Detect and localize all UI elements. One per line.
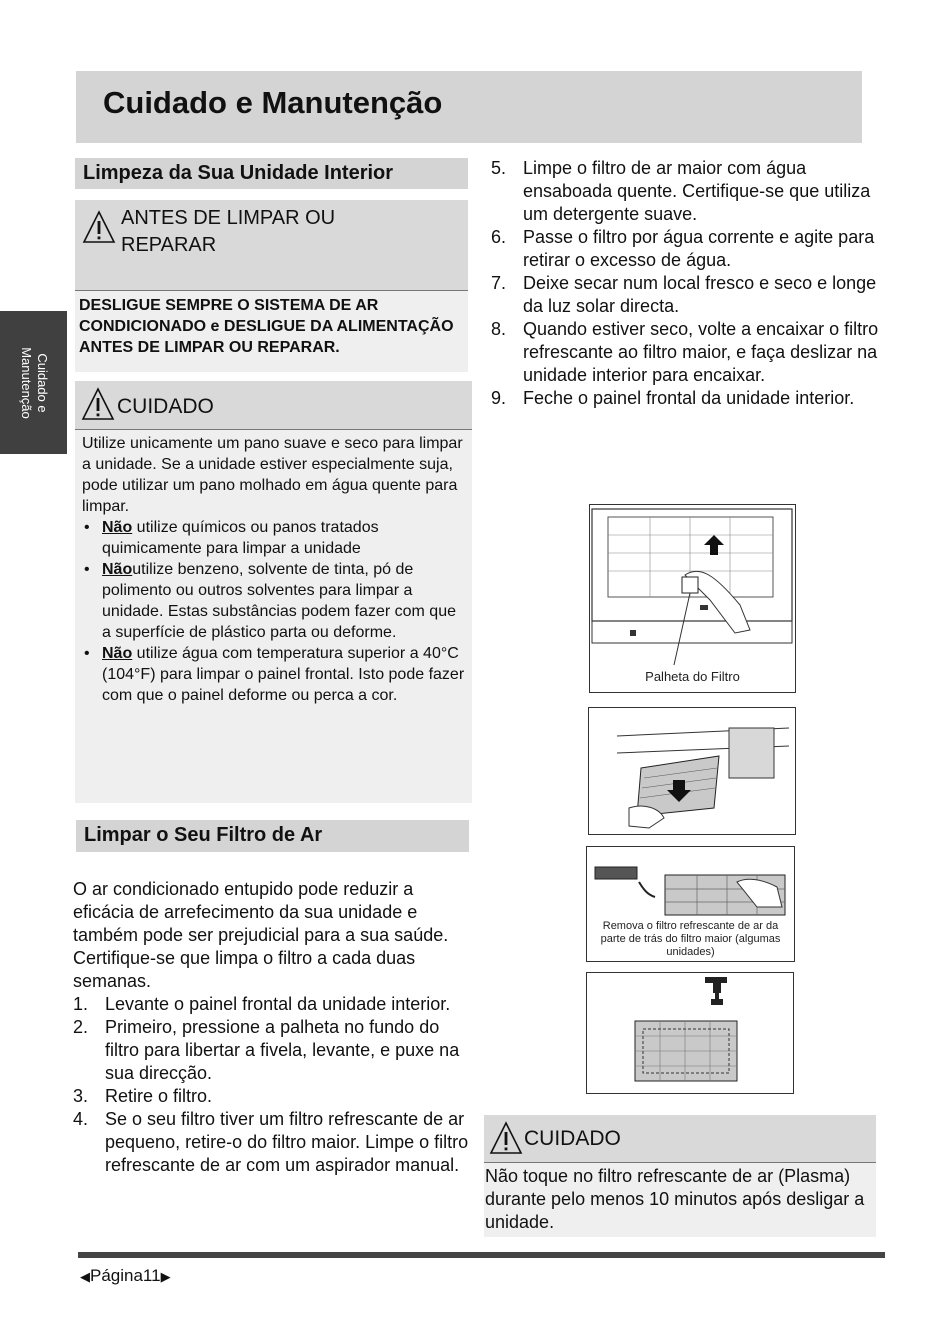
list-item: 2. Primeiro, pressione a palheta no fundo do filtro para libertar a fivela, levante, e puxe na sua direcção. (73, 1017, 460, 1083)
list-item: • Não utilize água com temperatura superior a 40°C (104°F) para limpar o painel frontal. Isto pode fazer com que o painel deforme ou perca a cor. (82, 643, 467, 706)
warning-title: ANTES DE LIMPAR OU REPARAR (121, 207, 336, 256)
page-number: ◀Página11▶ (80, 1266, 171, 1285)
side-tab-label: Cuidado e Manutenção (18, 346, 50, 419)
arrow-left-icon: ◀ (80, 1269, 90, 1284)
washing-filter-illustration (587, 973, 793, 1093)
footer-rule (78, 1252, 885, 1258)
list-item: 4. Se o seu filtro tiver um filtro refrescante de ar pequeno, retire-o do filtro maior. Limpe o filtro refrescante de ar com um aspirador manual. (73, 1109, 469, 1175)
page-title: Cuidado e Manutenção (103, 85, 443, 120)
caution-title: CUIDADO (524, 1127, 621, 1150)
steps-list-right (491, 157, 886, 410)
list-item: 9. Feche o painel frontal da unidade interior. (491, 388, 855, 408)
caution-header (484, 1115, 876, 1163)
caution-list (82, 517, 467, 706)
list-item: • Não utilize químicos ou panos tratados quimicamente para limpar a unidade (82, 517, 467, 559)
caution-box-plasma (484, 1115, 876, 1237)
caution-text: Não toque no filtro refrescante de ar (Plasma) durante pelo menos 10 minutos após desligar a unidade. (485, 1166, 865, 1232)
list-item: • Nãoutilize benzeno, solvente de tinta, pó de polimento ou outros solventes para limpar a unidade. Estas substâncias podem fazer com que a superfície de plástico parta ou deforme. (82, 559, 467, 643)
figure-refresh-filter (586, 846, 795, 962)
warning-header (75, 200, 468, 291)
warning-triangle-icon (489, 1121, 523, 1155)
caution-text (82, 433, 467, 706)
section-heading-filtro: Limpar o Seu Filtro de Ar (76, 820, 469, 852)
filter-intro: O ar condicionado entupido pode reduzir a eficácia de arrefecimento da sua unidade e também pode ser prejudicial para a sua saúde. Certifique-se que limpa o filtro a cada duas semanas. (73, 879, 449, 991)
list-item: 1. Levante o painel frontal da unidade interior. (73, 994, 451, 1014)
title-banner (76, 71, 862, 143)
refresh-filter-illustration (587, 847, 794, 922)
caution-box (75, 381, 472, 803)
warning-text: DESLIGUE SEMPRE O SISTEMA DE AR CONDICIONADO e DESLIGUE DA ALIMENTAÇÃO ANTES DE LIMPAR OU REPARAR. (79, 297, 454, 356)
figure-wash-filter (586, 972, 794, 1094)
list-item: 8. Quando estiver seco, volte a encaixar o filtro refrescante ao filtro maior, e faça deslizar na unidade interior para encaixar. (491, 319, 879, 385)
list-item: 6. Passe o filtro por água corrente e agite para retirar o excesso de água. (491, 227, 875, 270)
figure-caption: Remova o filtro refrescante de ar da parte de trás do filtro maior (algumas unidades) (600, 920, 781, 958)
figure-filter-tab (589, 504, 796, 693)
warning-triangle-icon (82, 210, 116, 244)
figure-caption: Palheta do Filtro (645, 669, 740, 684)
figure-remove-filter (588, 707, 796, 835)
caution-header (75, 381, 472, 430)
filter-removal-illustration (589, 708, 795, 834)
caution-title: CUIDADO (117, 395, 214, 418)
side-tab (0, 311, 67, 454)
indoor-unit-illustration (590, 505, 795, 665)
filter-instructions (73, 878, 471, 1177)
list-item: 5. Limpe o filtro de ar maior com água ensaboada quente. Certifique-se que utiliza um detergente suave. (491, 158, 871, 224)
warning-triangle-icon (81, 387, 115, 421)
arrow-right-icon: ▶ (160, 1269, 171, 1284)
section-heading-limpeza: Limpeza da Sua Unidade Interior (75, 158, 468, 189)
list-item: 7. Deixe secar num local fresco e seco e longe da luz solar directa. (491, 273, 877, 316)
warning-box (75, 200, 468, 372)
list-item: 3. Retire o filtro. (73, 1086, 213, 1106)
caution-intro: Utilize unicamente um pano suave e seco para limpar a unidade. Se a unidade estiver especialmente suja, pode utilizar um pano molhado em água quente para limpar. (82, 435, 463, 515)
steps-list-left (73, 993, 471, 1177)
